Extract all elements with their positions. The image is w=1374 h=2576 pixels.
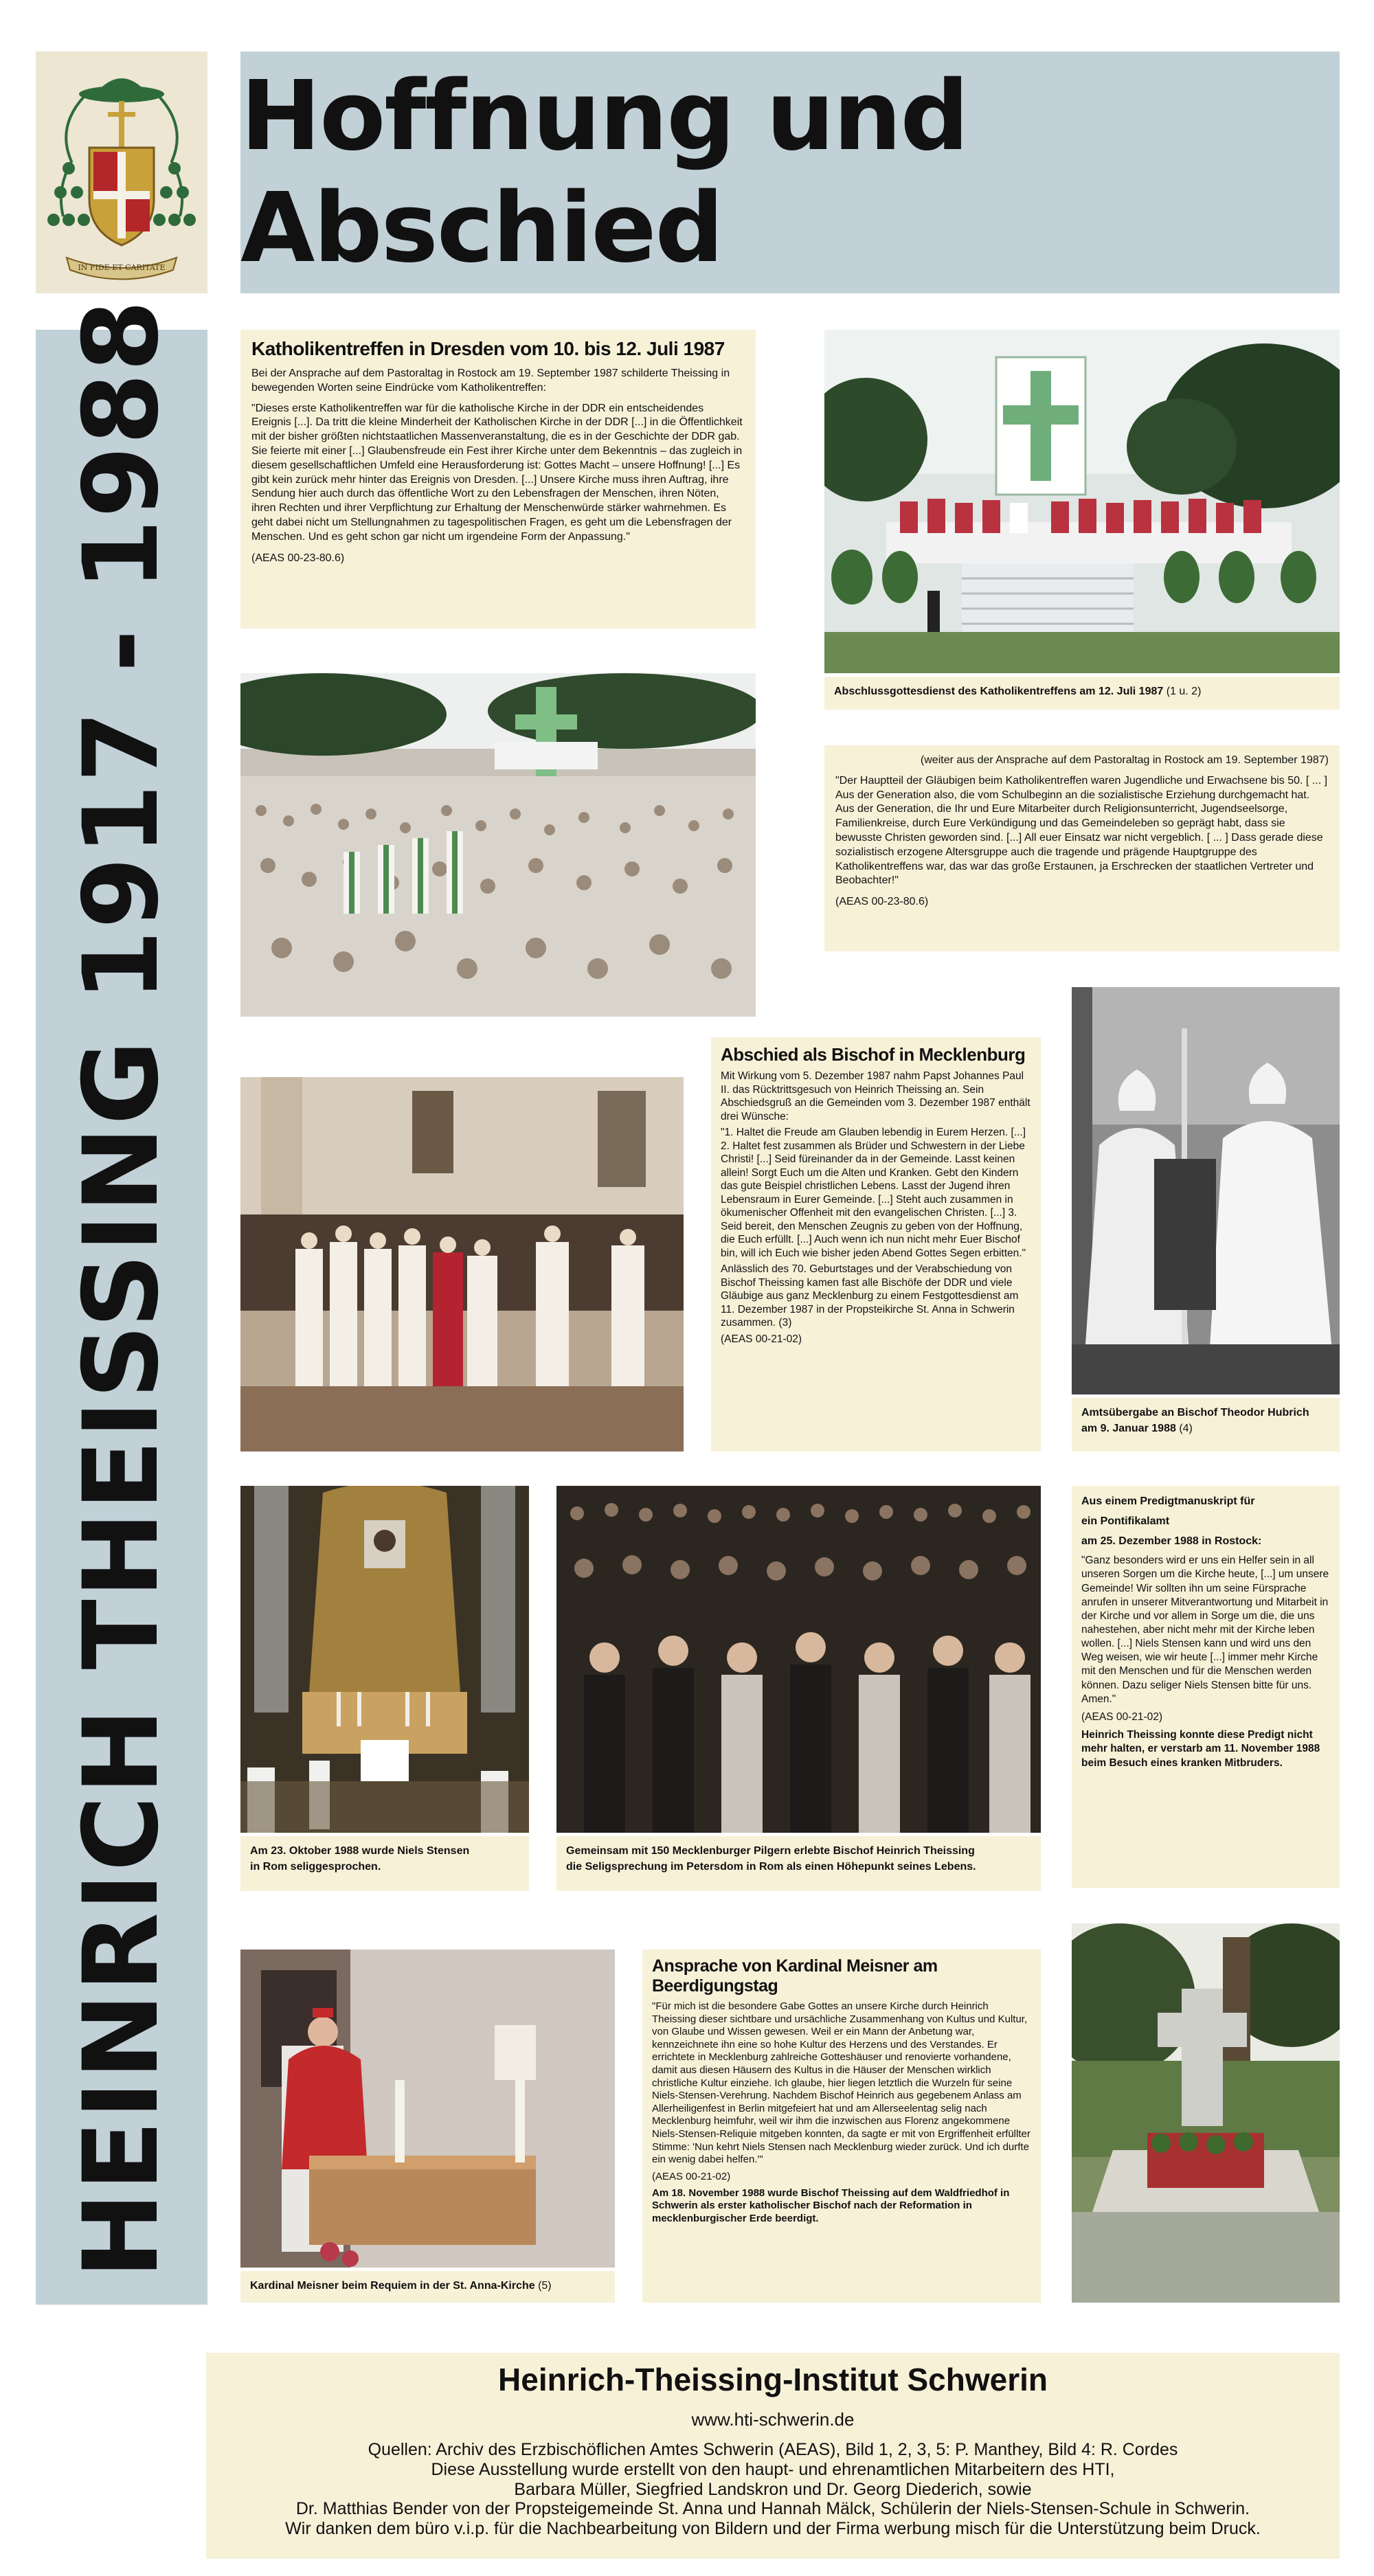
footer-thanks: Wir danken dem büro v.i.p. für die Nachbearbeitung von Bildern und der Firma werbung misch für die Unterstützung beim Druck. <box>285 2519 1261 2538</box>
title-banner <box>240 52 1340 293</box>
footer-institute: Heinrich-Theissing-Institut Schwerin <box>498 2362 1048 2397</box>
caption-abschlussgottesdienst-ref: (1 u. 2) <box>1166 686 1202 697</box>
caption-stensen-line1: Am 23. Oktober 1988 wurde Niels Stensen <box>250 1845 470 1857</box>
pastoraltag-panel <box>824 745 1340 951</box>
meisner-quote: "Für mich ist die besondere Gabe Gottes an unsere Kirche durch Heinrich Theissing dieser sichtbare und ursächliche Zusammenhang von Kultus und Kultur, von Glaube und Wissen gewesen. Weil er ein Mann der Anbetung war, kennzeichnete ihn eine so hohe Kultur des Herzens und des Verstandes. Er errichtete in Mecklenburg zahlreiche Gotteshäuser und renovierte vorhandene, damit aus diesen Häusern des Kultus in die Häuser der Menschen wirklich christliche Kultur einziehe. Ich glaube, hier liegen letztlich die Wurzeln für seine Niels-Stensen-Verehrung. Nachdem Bischof Heinrich aus gegebenem Anlass am Allerheiligenfest in Berlin mitgefeiert hat und am Allerseelentag selig nach Mecklenburg heimfuhr, weil wir ihm die inzwischen aus Florenz angekommene Niels-Stensen-Reliquie mitgeben konnten, da sagte er mit von Ergriffenheit erfüllter Stimme: 'Nun kehrt Niels Stensen nach Mecklenburg wieder zurück. Und ich durfte ein wenig dabei helfen.'" <box>652 2000 1030 2166</box>
caption-amtsuebergabe-line2: am 9. Januar 1988 <box>1081 1423 1176 1435</box>
photo-requiem <box>240 1950 615 2268</box>
abschied-note: Anlässlich des 70. Geburtstages und der Verabschiedung von Bischof Theissing kamen fast alle Bischöfe der DDR und viele Gläubige aus ganz Mecklenburg zu einem Festgottesdienst am 11. Dezember 1987 in der Propsteikirche St. Anna in Schwerin zusammen. (3) <box>721 1263 1019 1329</box>
pastoraltag-intro: (weiter aus der Ansprache auf dem Pastoraltag in Rostock am 19. September 1987) <box>920 754 1329 766</box>
caption-amtsuebergabe <box>1072 1398 1340 1451</box>
meisner-source: (AEAS 00-21-02) <box>652 2170 731 2182</box>
caption-pilger-line1: Gemeinsam mit 150 Mecklenburger Pilgern erlebte Bischof Heinrich Theissing <box>566 1845 975 1857</box>
predigt-quote: "Ganz besonders wird er uns ein Helfer sein in all unseren Sorgen um die Kirche heute, [...] um unsere Gemeinde! Wir sollten ihn um seine Fürsprache anrufen in unserer Mitverantwortung und Mitarbeit in der Kirche und vor allem in Sorge um die, die uns nahestehen, aber nicht mehr mit der Kirche leben wollen. [...] Niels Stensen kann und wird uns den Weg weisen, wie wir heute [...] immer mehr Kirche mit den Menschen und für die Menschen werden können. Dazu seliger Niels Stensen bitte für uns. Amen." <box>1081 1555 1329 1705</box>
footer-credits-1: Diese Ausstellung wurde erstellt von den haupt- und ehrenamtlichen Mitarbeitern des HTI, <box>431 2459 1115 2479</box>
predigt-panel <box>1072 1486 1340 1888</box>
katholikentreffen-heading: Katholikentreffen in Dresden vom 10. bis 12. Juli 1987 <box>251 338 725 359</box>
photo-petersdom-pilger <box>556 1486 1041 1833</box>
caption-pilger-line2: die Seligsprechung im Petersdom in Rom als einen Höhepunkt seines Lebens. <box>566 1861 976 1873</box>
predigt-heading-3: am 25. Dezember 1988 in Rostock: <box>1081 1535 1262 1548</box>
photo-propsteikirche-festgottesdienst <box>240 1077 684 1451</box>
caption-stensen <box>240 1836 529 1891</box>
footer-sources: Quellen: Archiv des Erzbischöflichen Amtes Schwerin (AEAS), Bild 1, 2, 3, 5: P. Manthey, Bild 4: R. Cordes <box>368 2440 1178 2459</box>
predigt-heading-2: ein Pontifikalamt <box>1081 1515 1170 1528</box>
caption-stensen-line2: in Rom seliggesprochen. <box>250 1861 381 1873</box>
caption-amtsuebergabe-line1: Amtsübergabe an Bischof Theodor Hubrich <box>1081 1407 1309 1419</box>
abschied-source: (AEAS 00-21-02) <box>721 1333 802 1345</box>
abschied-quote: "1. Haltet die Freude am Glauben lebendig in Eurem Herzen. [...] 2. Haltet fest zusammen als Brüder und Schwestern in der Liebe Christi! [...] Seid füreinander da in der Gemeinde. Lasst keinen allein! Sorgt Euch um die Alten und Kranken. Gebt den Kindern das gute Beispiel christlichen Lebens. Lasst der Jugend ihren Lebensraum in Eurer Gemeinde. [...] Steht auch zusammen in ökumenischer Offenheit mit den evangelischen Christen. [...] 3. Seid bereit, den Menschen Zeugnis zu geben von der Hoffnung, die Euch erfüllt. [...] Auch wenn ich nun nicht mehr Euer Bischof bin, will ich Euch wie bisher jeden Abend Gottes Segen erbitten." <box>721 1127 1026 1259</box>
vertical-title: HEINRICH THEISSING 1917 - 1988 <box>62 298 181 2279</box>
caption-abschlussgottesdienst-text: Abschlussgottesdienst des Katholikentreffens am 12. Juli 1987 <box>834 686 1164 697</box>
caption-requiem-text: Kardinal Meisner beim Requiem in der St. Anna-Kirche <box>250 2280 535 2292</box>
caption-abschlussgottesdienst <box>824 677 1340 710</box>
photo-stensen-seligsprechung <box>240 1486 529 1833</box>
meisner-panel <box>642 1950 1041 2303</box>
footer-url: www.hti-schwerin.de <box>691 2409 855 2430</box>
footer-credits-2: Barbara Müller, Siegfried Landskron und Dr. Georg Diederich, sowie <box>514 2479 1032 2499</box>
photo-grab-waldfriedhof <box>1072 1923 1340 2303</box>
caption-pilger <box>556 1836 1041 1891</box>
pastoraltag-quote: "Der Hauptteil der Gläubigen beim Katholikentreffen waren Jugendliche und Erwachsene bis 50. [ ... ] Aus der Generation also, die vom Schulbeginn an die sozialistische Erziehung durchgemacht hat. Aus der Generation, die Ihr und Eure Mitarbeiter durch Religionsunterricht, Jugendseelsorge, Familienkreise, durch Eure Verkündigung und das Gemeindeleben so geprägt habt, dass sie bewusste Christen geworden sind. [...] All euer Einsatz war nicht vergeblich. [ ... ] Dass gerade diese sozialistisch erzogene Altersgruppe auch die tragende und prägende Hauptgruppe des Katholikentreffens war, das war das große Erstaunen, ja Erschrecken der staatlichen Vertreter und Beobachter!" <box>835 774 1328 887</box>
photo-abschlussgottesdienst <box>824 330 1340 673</box>
pastoraltag-source: (AEAS 00-23-80.6) <box>835 896 929 908</box>
katholikentreffen-quote: "Dieses erste Katholikentreffen war für die katholische Kirche in der DDR ein entscheidendes Ereignis [...]. Da tritt die kleine Minderheit der Katholischen Kirche in der DDR [...] in die Öffentlichkeit mit der bisher größten nichtstaatlichen Massenveranstaltung, die es in der Geschichte der DDR gab. Sie feierte mit einer [...] Glaubensfreude ein Fest ihrer Kirche unter dem Bekenntnis – das zugleich in diesem gesellschaftlichen Umfeld eine Herausforderung ist: Gottes Macht – unsere Hoffnung! [...] Es gibt kein zurück mehr hinter das Ereignis von Dresden. [...] Unsere Kirche muss ihren Auftrag, ihre Sendung hier auch durch das öffentliche Wort zu den Lebensfragen der Menschen, ihren Nöten, ihren Rechten und ihrer Verpflichtung zur Erhaltung der Menschenwürde stärker wahrnehmen. Es geht dabei nicht um Stellungnahmen zu tagespolitischen Fragen, es geht um die Lebensfragen der Menschen. Und es geht schon gar nicht um irgendeine Form der Anpassung." <box>251 402 743 543</box>
predigt-source: (AEAS 00-21-02) <box>1081 1710 1163 1723</box>
meisner-heading: Ansprache von Kardinal Meisner am Beerdigungstag <box>652 1956 938 1996</box>
abschied-intro: Mit Wirkung vom 5. Dezember 1987 nahm Papst Johannes Paul II. das Rücktrittsgesuch von Heinrich Theissing an. Sein Abschiedsgruß an die Gemeinden vom 3. Dezember 1987 enthält drei Wünsche: <box>721 1070 1030 1122</box>
meisner-note: Am 18. November 1988 wurde Bischof Theissing auf dem Waldfriedhof in Schwerin als erster katholischer Bischof nach der Reformation in mecklenburgischer Erde beerdigt. <box>652 2187 1010 2224</box>
footer-panel <box>206 2353 1340 2559</box>
caption-requiem-ref: (5) <box>538 2280 552 2292</box>
caption-requiem <box>240 2271 615 2303</box>
predigt-note: Heinrich Theissing konnte diese Predigt nicht mehr halten, er verstarb am 11. November 1988 beim Besuch eines kranken Mitbruders. <box>1081 1729 1320 1769</box>
vertical-title-band <box>36 298 207 2305</box>
caption-amtsuebergabe-ref: (4) <box>1179 1423 1193 1435</box>
photo-crowd-dresden <box>240 673 756 1017</box>
katholikentreffen-panel <box>240 330 756 629</box>
footer-credits-3: Dr. Matthias Bender von der Propsteigemeinde St. Anna und Hannah Mälck, Schülerin der Niels-Stensen-Schule in Schwerin. <box>295 2499 1250 2519</box>
coat-of-arms <box>36 52 207 293</box>
abschied-panel <box>711 1037 1041 1451</box>
svg-text:IN FIDE ET CARITATE: IN FIDE ET CARITATE <box>78 263 166 272</box>
katholikentreffen-source: (AEAS 00-23-80.6) <box>251 552 345 564</box>
photo-amtsuebergabe <box>1072 987 1340 1394</box>
page-title: Hoffnung und Abschied <box>240 60 968 284</box>
abschied-heading: Abschied als Bischof in Mecklenburg <box>721 1044 1026 1065</box>
predigt-heading-1: Aus einem Predigtmanuskript für <box>1081 1495 1255 1507</box>
katholikentreffen-intro: Bei der Ansprache auf dem Pastoraltag in Rostock am 19. September 1987 schilderte Theissing in bewegenden Worten seine Eindrücke vom Katholikentreffen: <box>251 368 730 394</box>
